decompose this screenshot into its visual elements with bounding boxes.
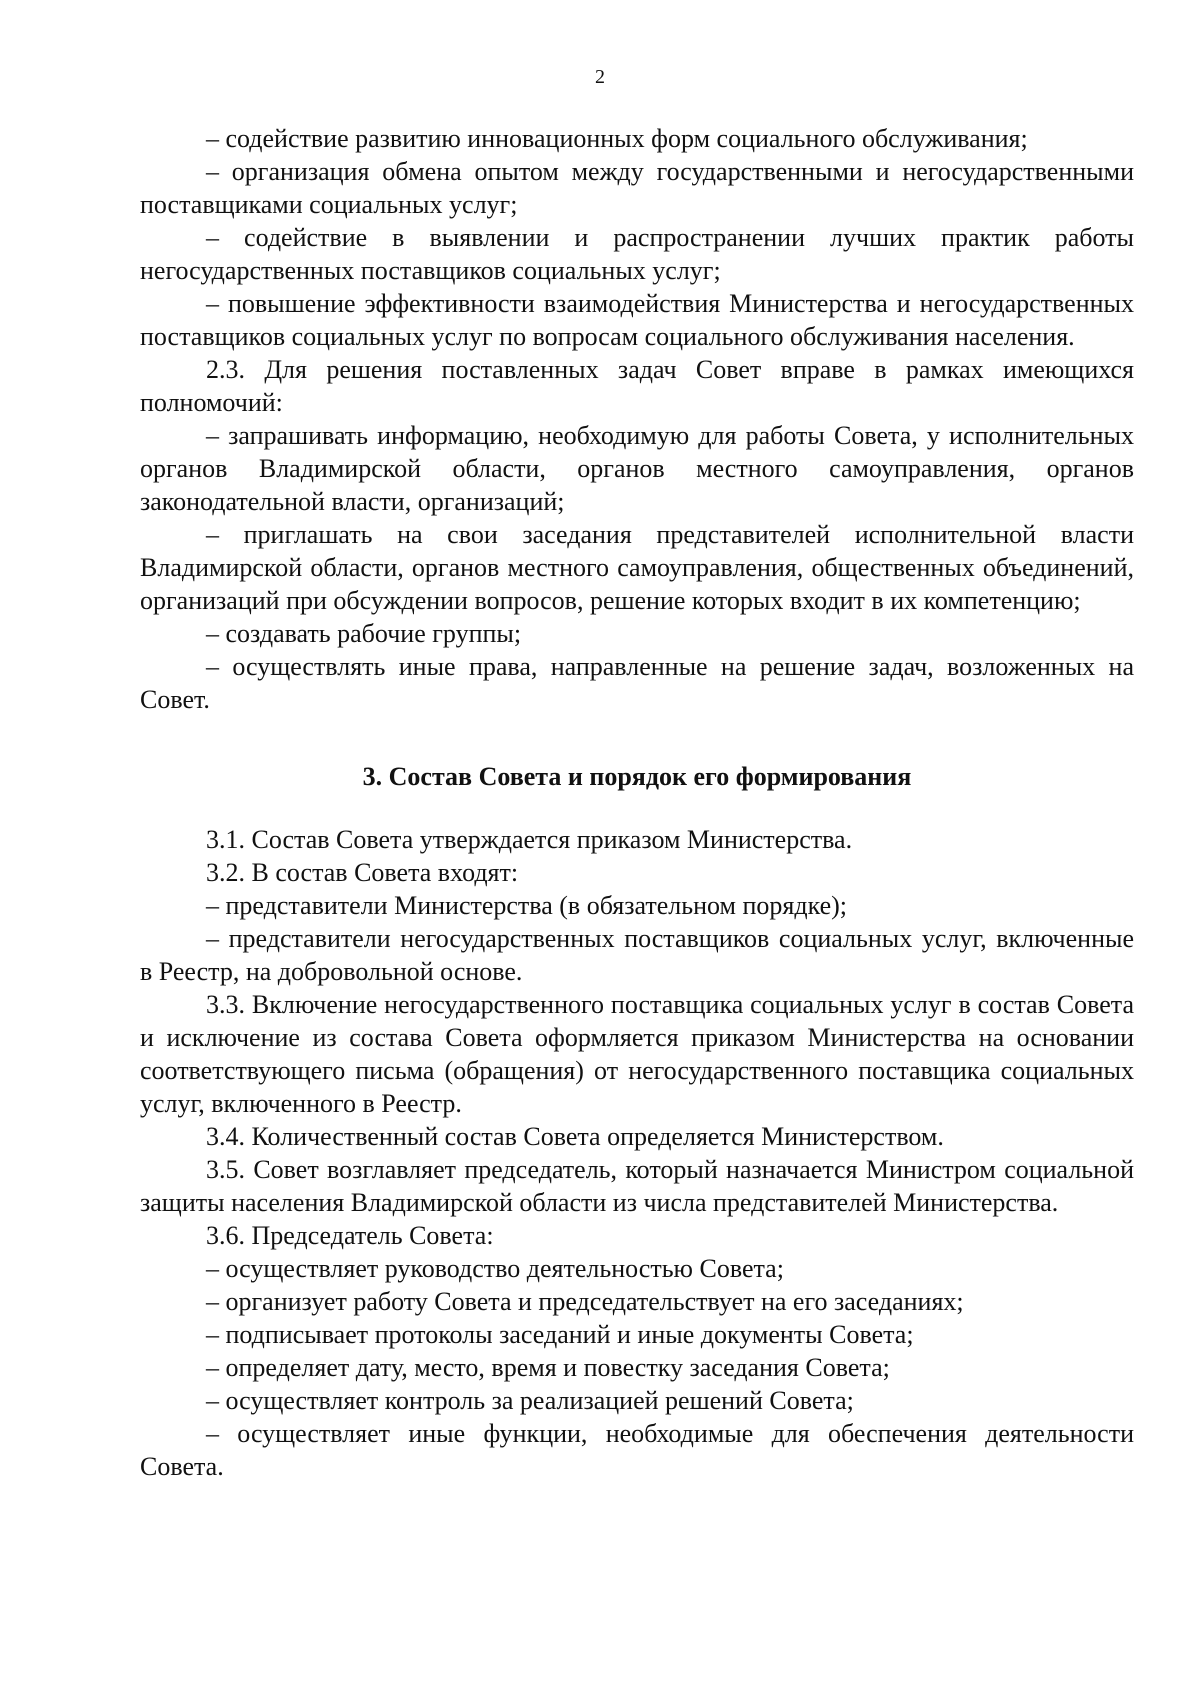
page-number: 2 [595, 66, 605, 88]
paragraph: – определяет дату, место, время и повестку заседания Совета; [206, 1353, 890, 1382]
section-heading: 3. Состав Совета и порядок его формирования [362, 762, 912, 791]
paragraph: – осуществлять иные права, направленные на решение задач, возложенных на Совет. [140, 652, 1134, 714]
paragraph: – осуществляет контроль за реализацией решений Совета; [206, 1386, 854, 1415]
paragraph: – представители Министерства (в обязательном порядке); [206, 891, 847, 920]
paragraph: – создавать рабочие группы; [206, 619, 522, 648]
document-body [140, 122, 1134, 1483]
paragraph: 3.1. Состав Совета утверждается приказом Министерства. [206, 825, 853, 854]
paragraph: 3.5. Совет возглавляет председатель, который назначается Министром социальной защиты населения Владимирской области из числа представителей Министерства. [140, 1155, 1134, 1217]
paragraph: – содействие развитию инновационных форм социального обслуживания; [206, 124, 1028, 153]
paragraph: – содействие в выявлении и распространении лучших практик работы негосударственных поставщиков социальных услуг; [140, 223, 1134, 285]
paragraph: 3.6. Председатель Совета: [206, 1221, 494, 1250]
paragraph: 3.2. В состав Совета входят: [206, 858, 519, 887]
paragraph: – подписывает протоколы заседаний и иные документы Совета; [206, 1320, 914, 1349]
paragraph: 3.4. Количественный состав Совета определяется Министерством. [206, 1122, 944, 1151]
paragraph: – организация обмена опытом между государственными и негосударственными поставщиками социальных услуг; [140, 157, 1134, 219]
paragraph: – осуществляет иные функции, необходимые для обеспечения деятельности Совета. [140, 1419, 1134, 1481]
paragraph: – осуществляет руководство деятельностью Совета; [206, 1254, 784, 1283]
paragraph: 2.3. Для решения поставленных задач Совет вправе в рамках имеющихся полномочий: [140, 355, 1134, 417]
paragraph: – приглашать на свои заседания представителей исполнительной власти Владимирской области, органов местного самоуправления, общественных объединений, организаций при обсуждении вопросов, решение которых входит в их компетенцию; [140, 520, 1134, 615]
paragraph: – повышение эффективности взаимодействия Министерства и негосударственных поставщиков социальных услуг по вопросам социального обслуживания населения. [140, 289, 1134, 351]
paragraph: 3.3. Включение негосударственного поставщика социальных услуг в состав Совета и исключение из состава Совета оформляется приказом Министерства на основании соответствующего письма (обращения) от негосударственного поставщика социальных услуг, включенного в Реестр. [140, 990, 1134, 1118]
paragraph: – запрашивать информацию, необходимую для работы Совета, у исполнительных органов Владимирской области, органов местного самоуправления, органов законодательной власти, организаций; [140, 421, 1134, 516]
paragraph: – организует работу Совета и председательствует на его заседаниях; [206, 1287, 964, 1316]
paragraph: – представители негосударственных поставщиков социальных услуг, включенные в Реестр, на добровольной основе. [140, 924, 1134, 986]
